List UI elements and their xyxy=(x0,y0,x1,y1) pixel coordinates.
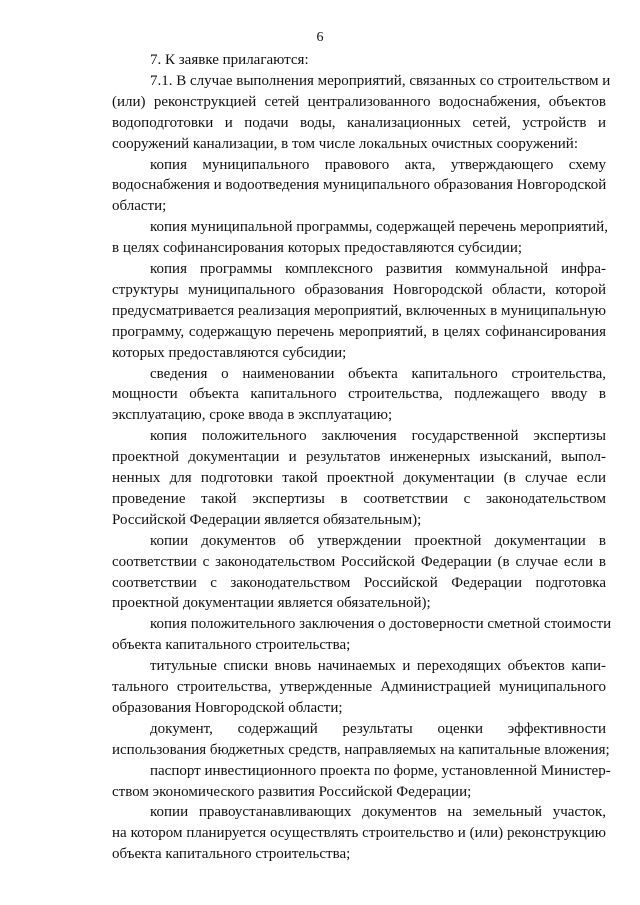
paragraph-line: 7. К заявке прилагаются: xyxy=(150,52,309,68)
paragraph-line: копия положительного заключения государственной экспертизы xyxy=(150,428,606,445)
paragraph-line: 7.1. В случае выполнения мероприятий, связанных со строительством и xyxy=(150,72,611,89)
paragraph-line: копии документов об утверждении проектной документации в xyxy=(150,532,606,549)
paragraph-line: использования бюджетных средств, направляемых на капитальные вложения; xyxy=(112,741,610,758)
paragraph-line: сооружений канализации, в том числе локальных очистных сооружений: xyxy=(112,135,579,152)
paragraph-line: соответствии с законодательством Российской Федерации (в случае если в xyxy=(112,553,606,570)
paragraph-line: эксплуатацию, сроке ввода в эксплуатацию; xyxy=(112,407,393,424)
paragraph-line: тального строительства, утвержденные Администрацией муниципального xyxy=(112,679,606,695)
paragraph-line: структуры муниципального образования Новгородской области, которой xyxy=(112,281,606,298)
paragraph-line: водоподготовки и подачи воды, канализационных сетей, устройств и xyxy=(112,114,606,131)
paragraph-line: (или) реконструкцией сетей централизованного водоснабжения, объектов xyxy=(112,93,606,110)
paragraph-line: титульные списки вновь начинаемых и переходящих объектов капи- xyxy=(150,658,606,675)
paragraph-line: объекта капитального строительства; xyxy=(112,637,351,654)
paragraph-line: области; xyxy=(112,198,167,215)
paragraph-line: Российской Федерации является обязательным); xyxy=(112,511,422,528)
paragraph-line: в целях софинансирования которых предоставляются субсидии; xyxy=(112,240,523,257)
paragraph-line: программу, содержащую перечень мероприятий, в целях софинансирования xyxy=(112,323,606,340)
paragraph-line: ством экономического развития Российской Федерации; xyxy=(112,783,472,800)
paragraph-line: сведения о наименовании объекта капитального строительства, xyxy=(150,365,606,382)
paragraph-line: копия муниципального правового акта, утверждающего схему xyxy=(150,156,606,173)
paragraph-line: проведение такой экспертизы в соответствии с законодательством xyxy=(112,490,606,507)
paragraph-line: которых предоставляются субсидии; xyxy=(112,344,347,361)
paragraph-line: копия положительного заключения о достоверности сметной стоимости xyxy=(150,616,612,633)
paragraph-line: проектной документации является обязательной); xyxy=(112,595,431,612)
paragraph-line: ненных для подготовки такой проектной документации (в случае если xyxy=(112,470,606,486)
paragraph-line: копия муниципальной программы, содержащей перечень мероприятий, xyxy=(150,219,608,236)
paragraph-line: копии правоустанавливающих документов на земельный участок, xyxy=(150,804,606,821)
paragraph-line: образования Новгородской области; xyxy=(112,699,343,716)
paragraph-line: объекта капитального строительства; xyxy=(112,846,351,863)
paragraph-line: на котором планируется осуществлять строительство и (или) реконструкцию xyxy=(112,825,606,842)
paragraph-line: водоснабжения и водоотведения муниципального образования Новгородской xyxy=(112,177,607,194)
page-number: 6 xyxy=(316,30,324,45)
paragraph-line: соответствии с законодательством Российской Федерации подготовка xyxy=(112,574,606,591)
paragraph-line: проектной документации и результатов инженерных изысканий, выпол- xyxy=(112,449,606,466)
paragraph-line: предусматривается реализация мероприятий, включенных в муниципальную xyxy=(112,302,606,319)
paragraph-line: копия программы комплексного развития коммунальной инфра- xyxy=(150,261,606,277)
paragraph-line: паспорт инвестиционного проекта по форме, установленной Министер- xyxy=(150,762,611,779)
paragraph-line: мощности объекта капитального строительства, подлежащего вводу в xyxy=(112,386,606,403)
paragraph-line: документ, содержащий результаты оценки эффективности xyxy=(150,720,606,737)
